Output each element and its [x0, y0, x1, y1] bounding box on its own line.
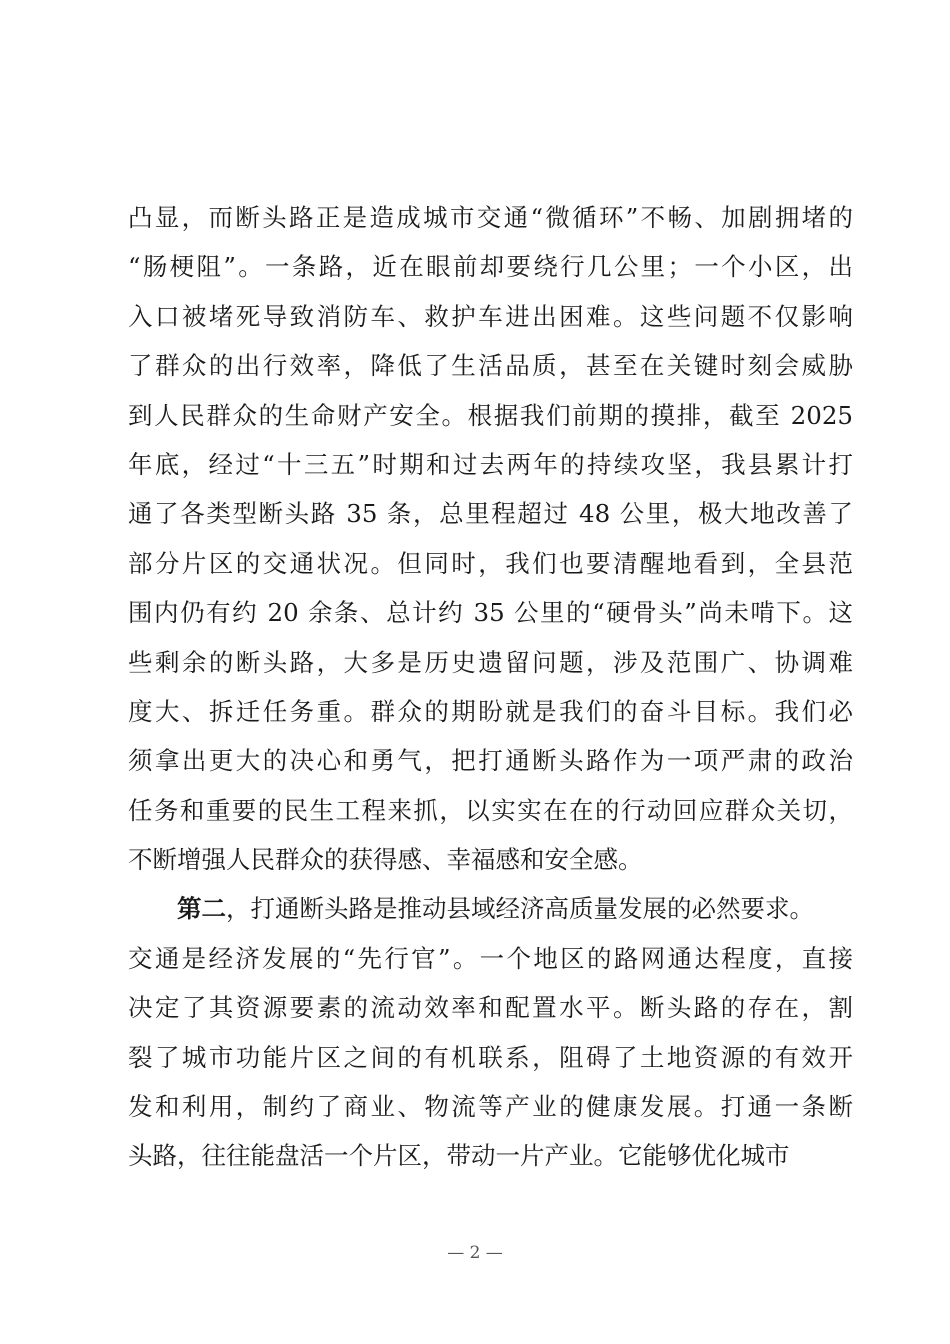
text-line: 不断增强人民群众的获得感、幸福感和安全感。: [128, 845, 643, 875]
text-line: 任务和重要的民生工程来抓，以实实在在的行动回应群众关切，: [128, 795, 853, 825]
text-line: 部分片区的交通状况。但同时，我们也要清醒地看到，全县范: [128, 548, 853, 578]
text-line: 围内仍有约 20 余条、总计约 35 公里的“硬骨头”尚未啃下。这: [128, 598, 853, 628]
text-line: 通了各类型断头路 35 条，总里程超过 48 公里，极大地改善了: [128, 499, 853, 529]
text-line: 决定了其资源要素的流动效率和配置水平。断头路的存在，割: [128, 993, 853, 1023]
paragraph-first-line: [128, 884, 853, 933]
paragraph-first-line-text: ，打通断头路是推动县域经济高质量发展的必然要求。: [226, 894, 814, 924]
text-line: “肠梗阻”。一条路，近在眼前却要绕行几公里；一个小区，出: [128, 252, 853, 282]
text-line: 头路，往往能盘活一个片区，带动一片产业。它能够优化城市: [128, 1141, 790, 1171]
text-line: 到人民群众的生命财产安全。根据我们前期的摸排，截至 2025: [128, 400, 853, 430]
text-line: 凸显，而断头路正是造成城市交通“微循环”不畅、加剧拥堵的: [128, 203, 853, 232]
text-line: 了群众的出行效率，降低了生活品质，甚至在关键时刻会威胁: [128, 351, 853, 381]
text-line: 发和利用，制约了商业、物流等产业的健康发展。打通一条断: [128, 1092, 853, 1122]
text-line: 裂了城市功能片区之间的有机联系，阻碍了土地资源的有效开: [128, 1042, 853, 1072]
text-line: 入口被堵死导致消防车、救护车进出困难。这些问题不仅影响: [128, 301, 853, 331]
text-line: 度大、拆迁任务重。群众的期盼就是我们的奋斗目标。我们必: [128, 696, 853, 726]
page-number: — 2 —: [447, 1243, 503, 1263]
paragraph-heading: 第二: [177, 894, 226, 924]
text-line: 年底，经过“十三五”时期和过去两年的持续攻坚，我县累计打: [128, 449, 853, 479]
text-line: 须拿出更大的决心和勇气，把打通断头路作为一项严肃的政治: [128, 746, 853, 776]
body-text: [128, 193, 853, 1181]
text-line: 些剩余的断头路，大多是历史遗留问题，涉及范围广、协调难: [128, 647, 853, 677]
text-line: 交通是经济发展的“先行官”。一个地区的路网通达程度，直接: [128, 943, 853, 973]
